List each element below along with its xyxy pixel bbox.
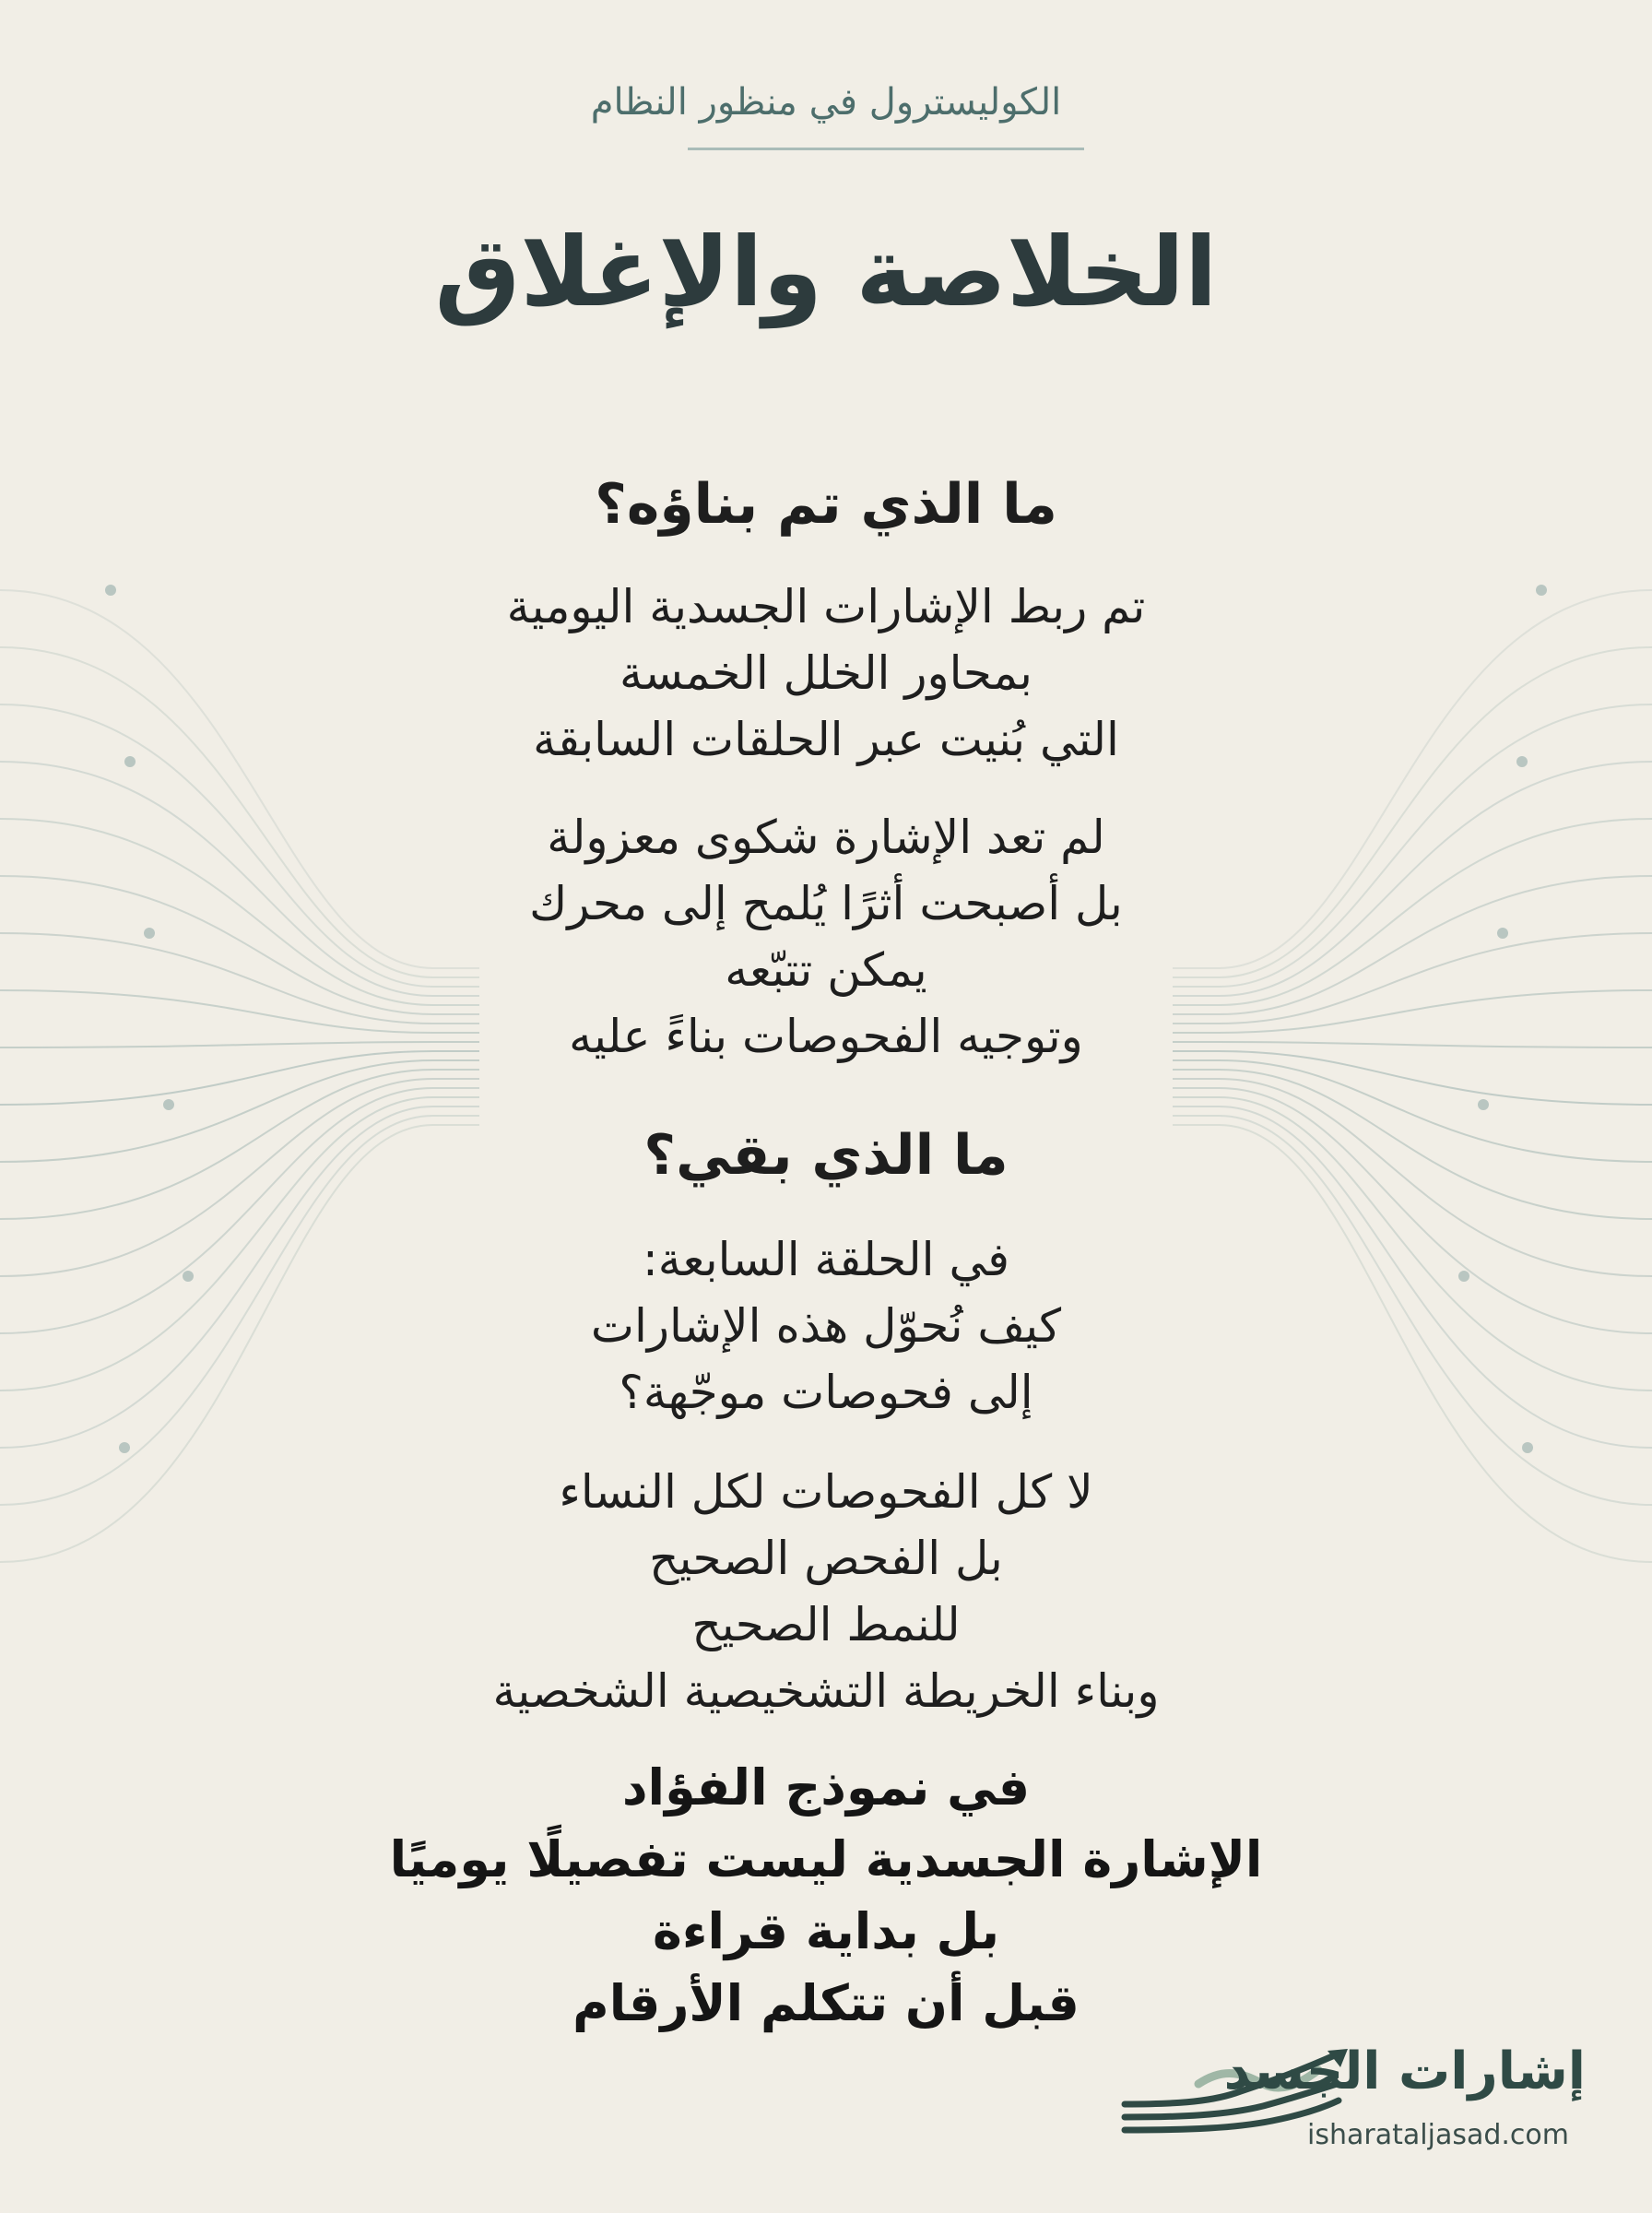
section-heading-remaining: ما الذي بقي؟ <box>643 1123 1009 1188</box>
closing-line: قبل أن تتكلم الأرقام <box>572 1974 1080 2032</box>
logo-name: إشارات الجسد <box>1223 2041 1586 2101</box>
closing-statement <box>0 1752 1652 2040</box>
brand-logo <box>1106 2038 1586 2158</box>
text-line: كيف نُحوّل هذه الإشارات <box>590 1299 1062 1353</box>
paragraph-built-1 <box>0 574 1652 773</box>
text-line: بمحاور الخلل الخمسة <box>620 646 1032 700</box>
text-line: بل أصبحت أثرًا يُلمح إلى محرك <box>529 877 1123 930</box>
text-line: وتوجيه الفحوصات بناءً عليه <box>569 1010 1083 1063</box>
text-line: في الحلقة السابعة: <box>642 1233 1010 1286</box>
closing-line: بل بداية قراءة <box>652 1902 1000 1960</box>
text-line: التي بُنيت عبر الحلقات السابقة <box>533 713 1119 766</box>
paragraph-remaining-2 <box>0 1459 1652 1724</box>
section-heading-built: ما الذي تم بناؤه؟ <box>595 472 1057 537</box>
paragraph-built-2 <box>0 804 1652 1070</box>
title-divider <box>688 148 1084 150</box>
closing-line: الإشارة الجسدية ليست تفصيلًا يوميًا <box>389 1830 1263 1888</box>
text-line: تم ربط الإشارات الجسدية اليومية <box>506 580 1146 633</box>
logo-url: isharataljasad.com <box>1307 2119 1569 2151</box>
page-title: الخلاصة والإغلاق <box>434 216 1218 328</box>
paragraph-remaining-1 <box>0 1226 1652 1426</box>
text-line: يمكن تتبّعه <box>725 943 927 997</box>
text-line: لا كل الفحوصات لكل النساء <box>559 1465 1093 1519</box>
closing-line: في نموذج الفؤاد <box>621 1758 1031 1817</box>
series-title: الكوليسترول في منظور النظام <box>590 81 1062 124</box>
text-line: للنمط الصحيح <box>691 1598 961 1651</box>
text-line: وبناء الخريطة التشخيصية الشخصية <box>492 1664 1160 1718</box>
text-line: بل الفحص الصحيح <box>649 1532 1003 1585</box>
text-line: لم تعد الإشارة شكوى معزولة <box>547 811 1105 864</box>
text-line: إلى فحوصات موجّهة؟ <box>619 1366 1033 1419</box>
